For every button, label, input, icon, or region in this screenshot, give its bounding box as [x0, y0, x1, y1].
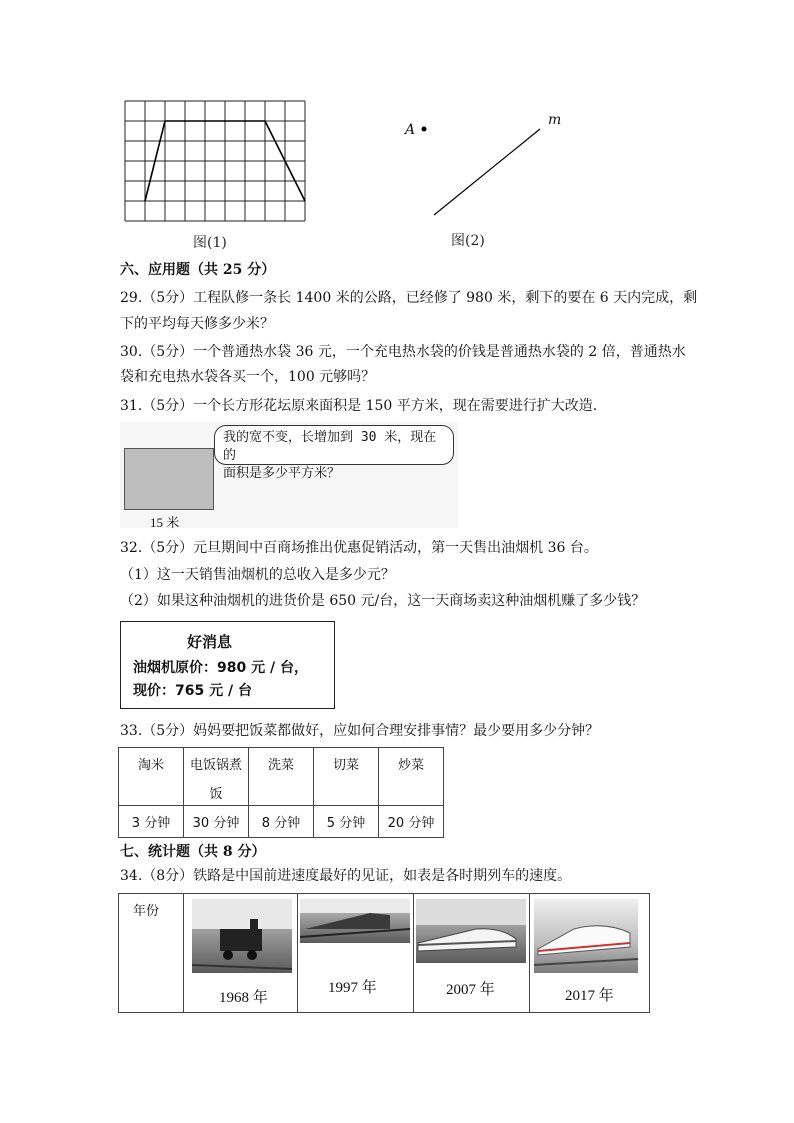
- year-cell-1968: [183, 894, 298, 1012]
- q32-sub2: （2）如果这种油烟机的进货价是 650 元/台，这一天商场卖这种油烟机赚了多少钱？: [120, 593, 646, 609]
- q30-line1: 30.（5分）一个普通热水袋 36 元，一个充电热水袋的价钱是普通热水袋的 2 倍，普通热水: [120, 344, 686, 360]
- news-original-price: 油烟机原价：980 元 / 台，: [133, 660, 308, 676]
- section-7-heading: 七、统计题（共 8 分）: [120, 844, 266, 860]
- grid-trapezoid-svg: [124, 100, 306, 226]
- train-year-table: [118, 893, 650, 1013]
- task-cell: 洗菜: [249, 748, 314, 806]
- task-cell: 电饭锅煮 饭: [184, 748, 249, 806]
- year-cell-2017: [529, 894, 650, 1012]
- bubble-line2: 面积是多少平方米？: [223, 466, 341, 481]
- q33-line1: 33.（5分）妈妈要把饭菜都做好，应如何合理安排事情？最少要用多少分钟？: [120, 723, 600, 739]
- task-cell: 淘米: [119, 748, 184, 806]
- point-a-label: A: [405, 122, 416, 138]
- q29-line1: 29.（5分）工程队修一条长 1400 米的公路，已经修了 980 米，剩下的要在 6 天内完成，剩: [120, 290, 698, 306]
- q32-line1: 32.（5分）元旦期间中百商场推出优惠促销活动，第一天售出油烟机 36 台。: [120, 540, 598, 556]
- line-m: [434, 129, 540, 215]
- q34-line1: 34.（8分）铁路是中国前进速度最好的见证，如表是各时期列车的速度。: [120, 868, 572, 884]
- year-label-1968: 1968 年: [219, 990, 268, 1006]
- row-header-year: 年份: [133, 904, 160, 919]
- q30-line2: 袋和充电热水袋各买一个，100 元够吗？: [120, 369, 376, 385]
- steam-train-image: [192, 899, 292, 973]
- q31-line1: 31.（5分）一个长方形花坛原来面积是 150 平方米，现在需要进行扩大改造.: [120, 398, 598, 414]
- time-cell: 20 分钟: [379, 806, 444, 838]
- task-cell: 切菜: [314, 748, 379, 806]
- figure-1-caption: 图(1): [193, 235, 227, 251]
- good-news-box: [120, 621, 335, 709]
- train-photo-1968: [192, 899, 292, 973]
- time-cell: 3 分钟: [119, 806, 184, 838]
- train-photo-2007: [416, 899, 526, 963]
- diesel-train-image: [300, 899, 410, 943]
- time-cell: 30 分钟: [184, 806, 249, 838]
- news-current-price: 现价：765 元 / 台: [133, 683, 252, 699]
- q32-sub1: （1）这一天销售油烟机的总收入是多少元？: [120, 567, 395, 583]
- year-label-1997: 1997 年: [328, 980, 377, 996]
- news-title: 好消息: [187, 633, 233, 651]
- line-m-label: m: [548, 112, 562, 128]
- speech-bubble: [214, 425, 454, 481]
- time-cell: 5 分钟: [314, 806, 379, 838]
- high-speed-train-image: [416, 899, 526, 963]
- point-line-figure-2: [400, 105, 570, 220]
- year-cell-2007: [413, 894, 530, 1012]
- bubble-line1: 我的宽不变，长增加到 30 米，现在的: [223, 430, 437, 463]
- chores-task-row: [119, 748, 444, 806]
- task-cell: 炒菜: [379, 748, 444, 806]
- year-cell-1997: [297, 894, 414, 1012]
- chores-time-row: [119, 806, 444, 838]
- flowerbed-rectangle: [124, 448, 214, 510]
- grid-figure-1: [124, 100, 306, 230]
- train-photo-1997: [300, 899, 410, 943]
- rect-width-label: 15 米: [150, 515, 180, 530]
- year-label-2007: 2007 年: [446, 982, 495, 998]
- q29-line2: 下的平均每天修多少米？: [120, 316, 274, 332]
- time-cell: 8 分钟: [249, 806, 314, 838]
- year-label-2017: 2017 年: [565, 988, 614, 1004]
- point-a-dot: [422, 127, 427, 132]
- chores-time-table: [118, 747, 444, 838]
- figure-2-caption: 图(2): [451, 233, 485, 249]
- section-6-heading: 六、应用题（共 25 分）: [120, 262, 276, 278]
- bullet-train-image: [534, 899, 638, 973]
- train-photo-2017: [534, 899, 638, 973]
